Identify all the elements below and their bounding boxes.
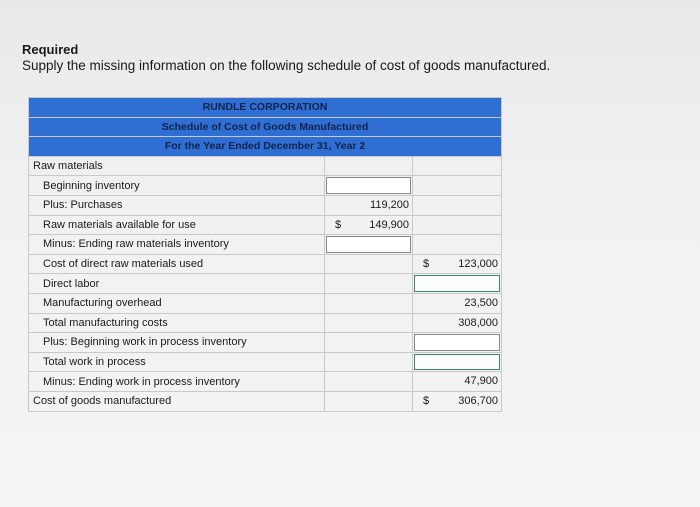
total-wip-input[interactable]: [414, 354, 500, 371]
cogm-schedule-table: [28, 97, 502, 412]
table-row: [29, 176, 502, 196]
direct-raw-label: Cost of direct raw materials used: [29, 254, 325, 274]
dollar-sign: $: [423, 394, 430, 407]
table-row: [29, 254, 502, 274]
ending-raw-label: Minus: Ending raw materials inventory: [29, 235, 325, 255]
purchases-value: 119,200: [370, 198, 409, 211]
table-row: [29, 195, 502, 215]
schedule-period: For the Year Ended December 31, Year 2: [29, 137, 502, 157]
dollar-sign: $: [335, 218, 342, 231]
beg-wip-label: Plus: Beginning work in process inventory: [29, 333, 325, 353]
direct-raw-value: 123,000: [458, 257, 499, 270]
available-label: Raw materials available for use: [29, 215, 325, 235]
table-row: [29, 352, 502, 372]
table-row: [29, 235, 502, 255]
cogm-value: 306,700: [458, 394, 499, 407]
table-row: [29, 391, 502, 411]
overhead-label: Manufacturing overhead: [29, 293, 325, 313]
direct-labor-label: Direct labor: [29, 274, 325, 294]
required-instructions: Supply the missing information on the following schedule of cost of goods manufactured.: [22, 58, 551, 73]
end-wip-value: 47,900: [464, 375, 499, 388]
table-row: [29, 313, 502, 333]
beginning-inventory-input[interactable]: [326, 177, 411, 194]
beginning-inventory-label: Beginning inventory: [29, 176, 325, 196]
overhead-value: 23,500: [464, 296, 499, 309]
end-wip-label: Minus: Ending work in process inventory: [29, 372, 325, 392]
purchases-label: Plus: Purchases: [29, 195, 325, 215]
company-name: RUNDLE CORPORATION: [29, 98, 502, 118]
table-row: [29, 274, 502, 294]
total-wip-label: Total work in process: [29, 352, 325, 372]
table-row: [29, 215, 502, 235]
required-heading: Required: [22, 42, 79, 57]
total-mfg-label: Total manufacturing costs: [29, 313, 325, 333]
available-value: 149,900: [369, 218, 409, 231]
table-row: [29, 333, 502, 353]
ending-raw-input[interactable]: [326, 236, 411, 253]
beg-wip-input[interactable]: [414, 334, 500, 351]
table-row: [29, 293, 502, 313]
raw-materials-label: Raw materials: [29, 156, 325, 176]
dollar-sign: $: [423, 257, 430, 270]
total-mfg-value: 308,000: [458, 316, 499, 329]
cogm-label: Cost of goods manufactured: [29, 391, 325, 411]
table-row: [29, 156, 502, 176]
schedule-title: Schedule of Cost of Goods Manufactured: [29, 117, 502, 137]
table-row: [29, 372, 502, 392]
direct-labor-input[interactable]: [414, 275, 500, 292]
